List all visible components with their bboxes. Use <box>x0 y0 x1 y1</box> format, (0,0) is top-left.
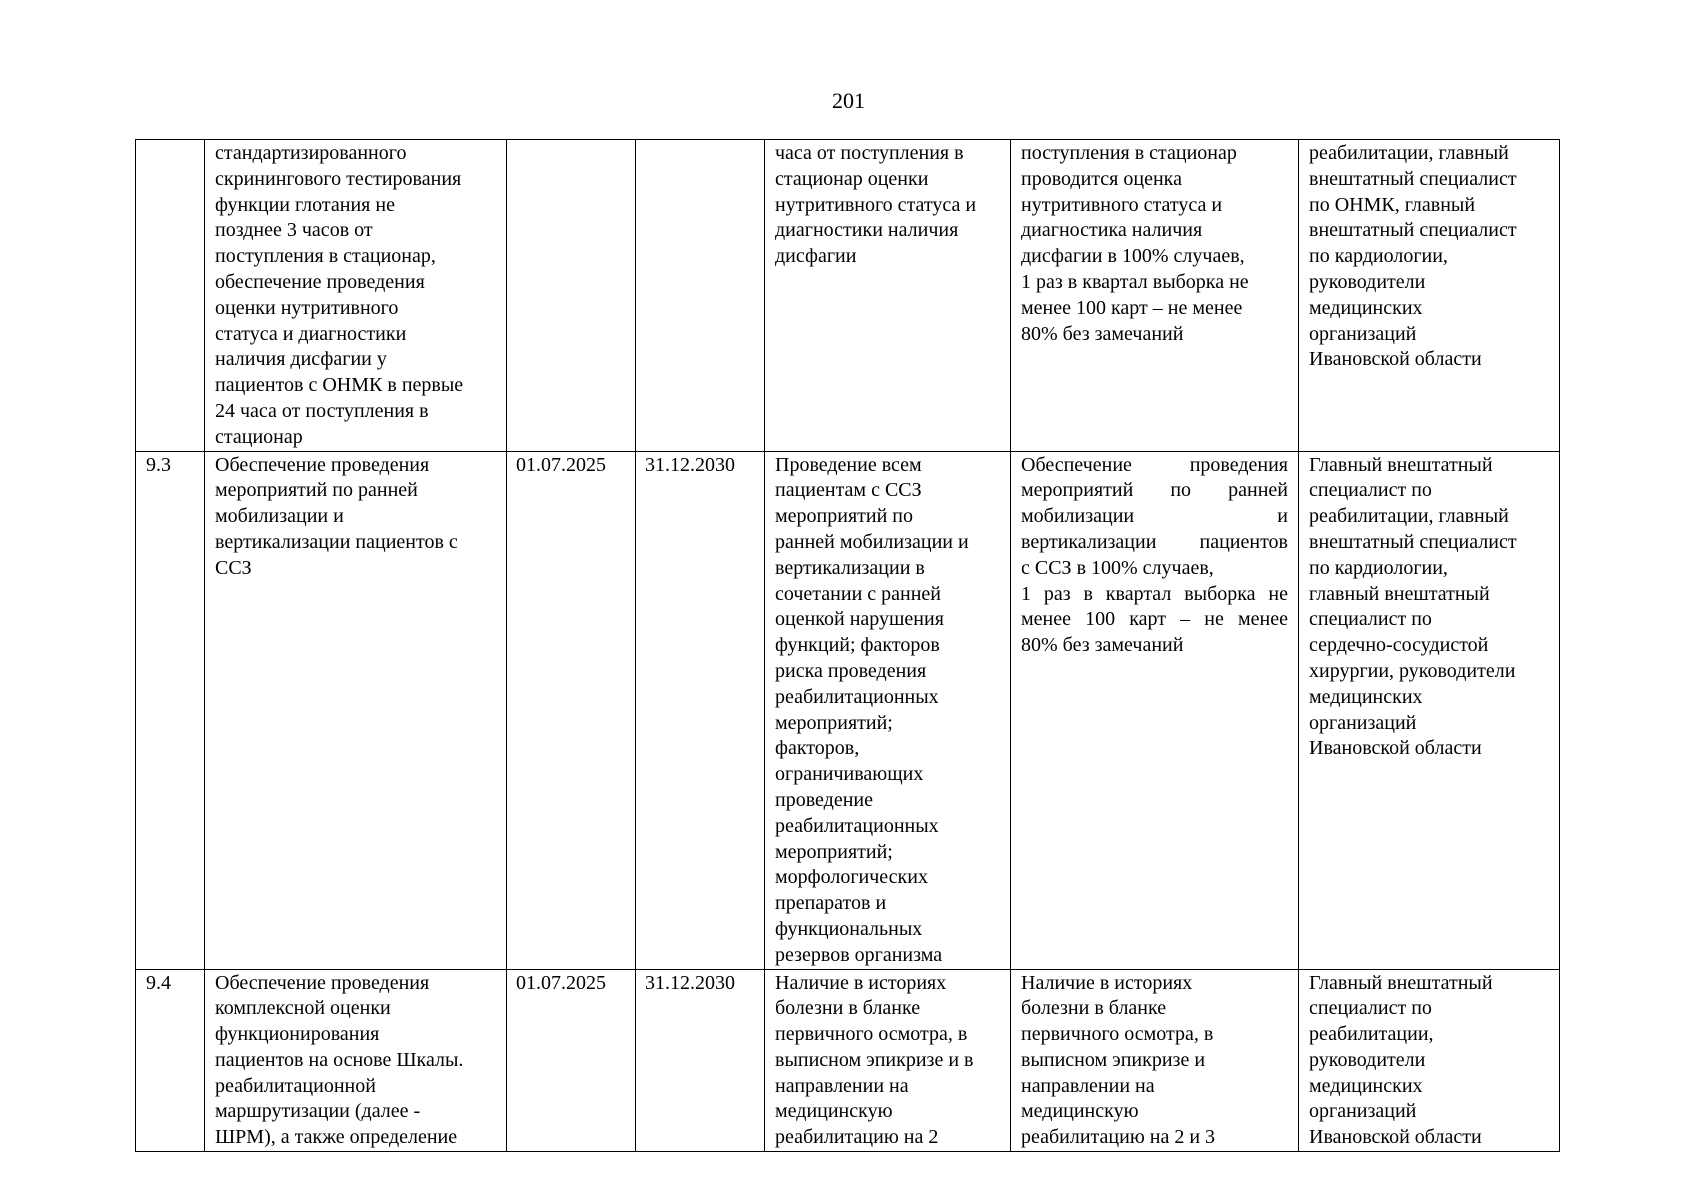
cell-number: 9.3 <box>136 451 205 969</box>
table-row <box>136 969 1560 1152</box>
cell-number: 9.4 <box>136 969 205 1152</box>
cell-responsible: реабилитации, главный внештатный специалист по ОНМК, главный внештатный специалист по кардиологии, руководители медицинских организаций Ивановской области <box>1299 140 1560 452</box>
cell-result: Проведение всем пациентам с ССЗ мероприятий по ранней мобилизации и вертикализации в сочетании с ранней оценкой нарушения функций; факторов риска проведения реабилитационных мероприятий; факторов, ограничивающих проведение реабилитационных мероприятий; морфологических препаратов и функциональных резервов организма <box>765 451 1011 969</box>
table-row <box>136 140 1560 452</box>
indicator-line: 1 раз в квартал выборка не <box>1021 582 1288 605</box>
page-number: 201 <box>832 88 865 113</box>
cell-indicator <box>1011 451 1299 969</box>
indicator-line: вертикализации пациентов <box>1021 530 1288 553</box>
table-row <box>136 451 1560 969</box>
indicator-line: менее 100 карт – не менее <box>1021 608 1288 631</box>
cell-event: стандартизированного скринингового тестирования функции глотания не позднее 3 часов от поступления в стационар, обеспечение проведения оценки нутритивного статуса и диагностики наличия дисфагии у пациентов с ОНМК в первые 24 часа от поступления в стационар <box>205 140 507 452</box>
cell-number <box>136 140 205 452</box>
cell-end-date: 31.12.2030 <box>636 969 765 1152</box>
cell-event: Обеспечение проведения комплексной оценки функционирования пациентов на основе Шкалы. реабилитационной маршрутизации (далее - ШРМ), а также определение <box>205 969 507 1152</box>
cell-responsible: Главный внештатный специалист по реабилитации, главный внештатный специалист по кардиологии, главный внештатный специалист по сердечно-сосудистой хирургии, руководители медицинских организаций Ивановской области <box>1299 451 1560 969</box>
cell-result: часа от поступления в стационар оценки нутритивного статуса и диагностики наличия дисфагии <box>765 140 1011 452</box>
plan-table <box>135 139 1560 1152</box>
cell-end-date: 31.12.2030 <box>636 451 765 969</box>
cell-start-date: 01.07.2025 <box>507 969 636 1152</box>
indicator-line: Обеспечение проведения <box>1021 453 1288 476</box>
cell-start-date: 01.07.2025 <box>507 451 636 969</box>
indicator-line: 80% без замечаний <box>1021 634 1184 657</box>
cell-result: Наличие в историях болезни в бланке первичного осмотра, в выписном эпикризе и в направлении на медицинскую реабилитацию на 2 <box>765 969 1011 1152</box>
cell-end-date <box>636 140 765 452</box>
indicator-line: мобилизации и <box>1021 505 1288 528</box>
cell-indicator: поступления в стационар проводится оценка нутритивного статуса и диагностика наличия дисфагии в 100% случаев, 1 раз в квартал выборка не менее 100 карт – не менее 80% без замечаний <box>1011 140 1299 452</box>
indicator-line: мероприятий по ранней <box>1021 479 1288 502</box>
cell-responsible: Главный внештатный специалист по реабилитации, руководители медицинских организаций Ивановской области <box>1299 969 1560 1152</box>
indicator-line: с ССЗ в 100% случаев, <box>1021 556 1214 579</box>
cell-event: Обеспечение проведения мероприятий по ранней мобилизации и вертикализации пациентов с ССЗ <box>205 451 507 969</box>
cell-indicator: Наличие в историях болезни в бланке первичного осмотра, в выписном эпикризе и направлении на медицинскую реабилитацию на 2 и 3 <box>1011 969 1299 1152</box>
cell-start-date <box>507 140 636 452</box>
